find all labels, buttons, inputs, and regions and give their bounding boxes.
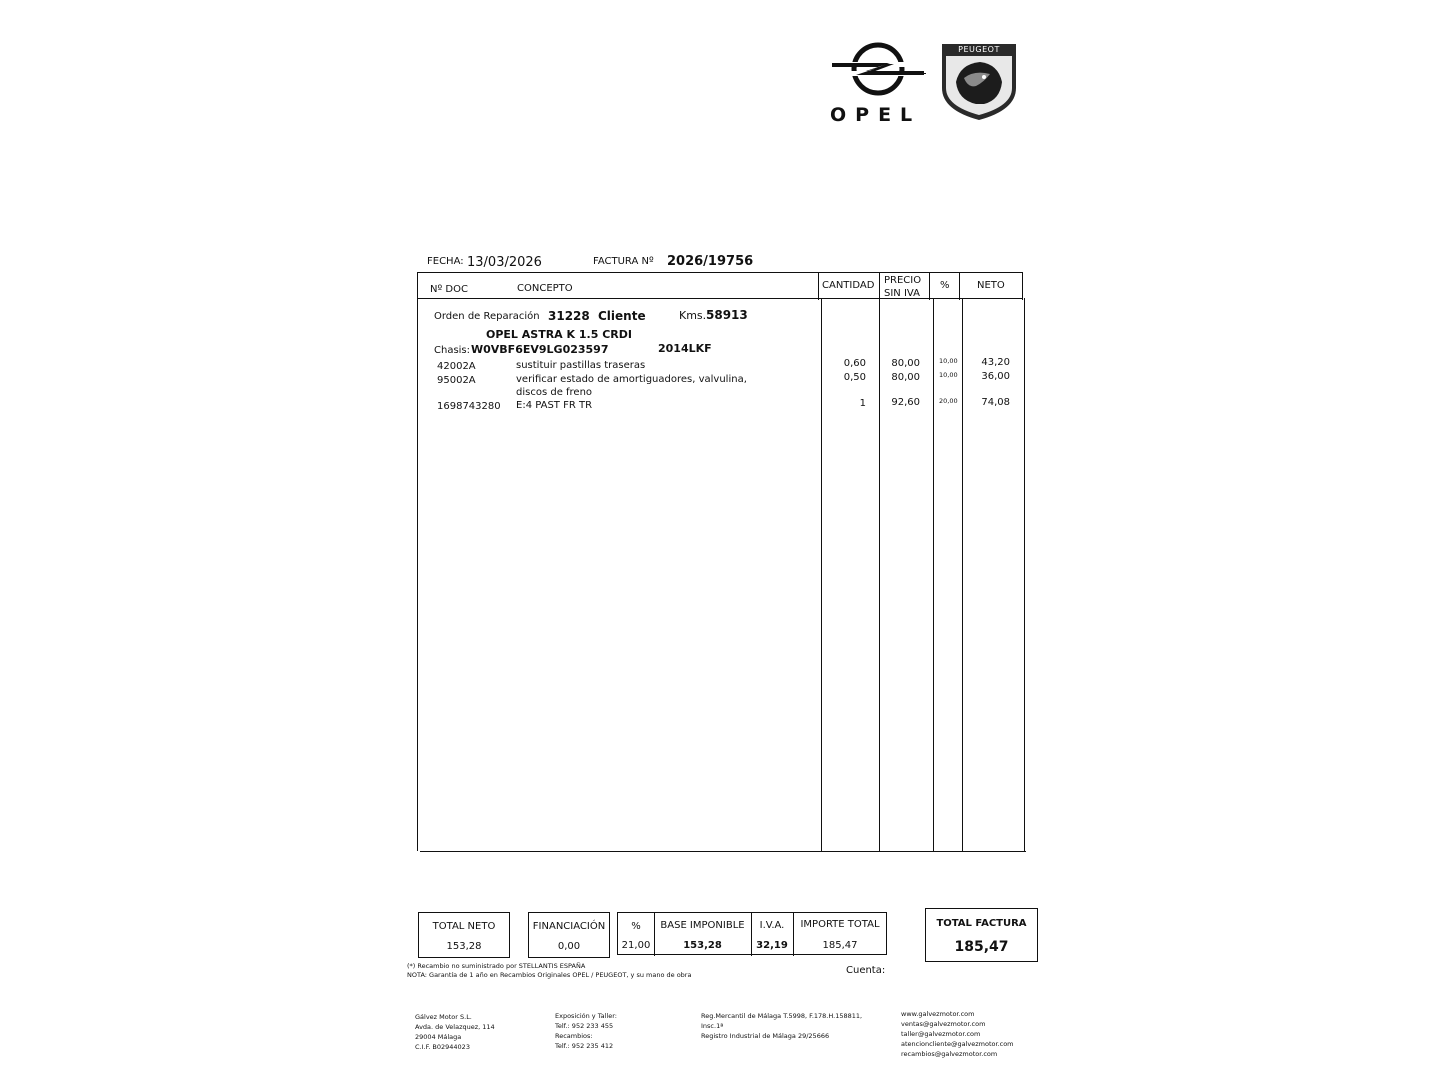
peugeot-logo xyxy=(940,42,1018,122)
financiacion-value: 0,00 xyxy=(557,941,581,952)
peugeot-wordmark: PEUGEOT xyxy=(958,45,1000,54)
opel-wordmark: OPEL xyxy=(830,104,922,126)
financiacion-label: FINANCIACIÓN xyxy=(532,921,606,932)
total-neto-box xyxy=(418,912,510,958)
footer-company: Gálvez Motor S.L. Avda. de Velazquez, 114 29004 Málaga C.I.F. B02944023 xyxy=(415,1013,495,1051)
tax-summary-box xyxy=(617,912,887,955)
orden-value: 31228 xyxy=(548,309,590,323)
row-neto: 36,00 xyxy=(981,371,1010,382)
factura-label: FACTURA Nº xyxy=(593,256,654,267)
row-cantidad: 0,60 xyxy=(843,358,866,369)
footer-web: www.galvezmotor.com ventas@galvezmotor.com taller@galvezmotor.com atencioncliente@galvezmotor.com recambios@galvezmotor.com xyxy=(901,1010,1014,1058)
chasis-label: Chasis: xyxy=(434,345,471,356)
pct-label: % xyxy=(631,921,641,932)
col-header-doc: Nº DOC xyxy=(430,284,468,295)
license-plate: 2014LKF xyxy=(658,342,712,355)
orden-label: Orden de Reparación xyxy=(434,311,540,322)
row-pct: 10,00 xyxy=(939,371,958,379)
total-factura-label: TOTAL FACTURA xyxy=(936,918,1027,929)
note-recambio: (*) Recambio no suministrado por STELLANTIS ESPAÑA xyxy=(407,962,586,970)
chasis-value: W0VBF6EV9LG023597 xyxy=(471,343,609,356)
cuenta-label: Cuenta: xyxy=(846,965,886,976)
total-factura-value: 185,47 xyxy=(954,939,1009,955)
pct-value: 21,00 xyxy=(621,940,651,951)
footer-contact: Exposición y Taller: Telf.: 952 233 455 Recambios: Telf.: 952 235 412 xyxy=(555,1012,617,1050)
row-cantidad: 0,50 xyxy=(843,372,866,383)
peugeot-lion-icon xyxy=(940,42,1018,122)
total-factura-box xyxy=(925,908,1038,962)
col-header-precio: PRECIO SIN IVA xyxy=(884,275,922,299)
total-neto-value: 153,28 xyxy=(446,941,482,952)
footer-registry: Reg.Mercantil de Málaga T.5998, F.178.H.158811, Insc.1ª Registro Industrial de Málaga 29/25666 xyxy=(701,1012,863,1040)
iva-label: I.V.A. xyxy=(759,920,785,931)
base-imponible-value: 153,28 xyxy=(683,940,722,951)
financiacion-box xyxy=(528,912,610,958)
fecha-value: 13/03/2026 xyxy=(467,255,542,270)
base-imponible-label: BASE IMPONIBLE xyxy=(660,920,745,931)
opel-bolt-icon xyxy=(826,38,930,100)
row-concepto-cont: discos de freno xyxy=(516,387,593,398)
kms-label: Kms. xyxy=(679,309,707,322)
fecha-label: FECHA: xyxy=(427,256,464,267)
row-doc: 42002A xyxy=(437,361,476,372)
cliente-label: Cliente xyxy=(598,309,646,323)
factura-number: 2026/19756 xyxy=(667,254,754,269)
row-concepto: E:4 PAST FR TR xyxy=(516,400,593,411)
row-precio: 80,00 xyxy=(891,372,920,383)
col-header-cantidad: CANTIDAD xyxy=(822,280,875,291)
row-pct: 20,00 xyxy=(939,397,958,405)
total-neto-label: TOTAL NETO xyxy=(432,921,496,932)
importe-total-value: 185,47 xyxy=(822,940,858,951)
row-neto: 43,20 xyxy=(981,357,1010,368)
col-header-pct: % xyxy=(940,280,950,291)
note-garantia: NOTA: Garantía de 1 año en Recambios Originales OPEL / PEUGEOT, y su mano de obra xyxy=(407,971,692,979)
importe-total-label: IMPORTE TOTAL xyxy=(800,919,880,930)
kms-value: 58913 xyxy=(706,308,748,322)
row-precio: 80,00 xyxy=(891,358,920,369)
row-pct: 10,00 xyxy=(939,357,958,365)
col-header-concepto: CONCEPTO xyxy=(517,283,573,294)
row-doc: 1698743280 xyxy=(437,401,501,412)
row-neto: 74,08 xyxy=(981,397,1010,408)
row-concepto: sustituir pastillas traseras xyxy=(516,360,646,371)
row-cantidad: 1 xyxy=(859,398,866,409)
iva-value: 32,19 xyxy=(756,940,788,951)
row-precio: 92,60 xyxy=(891,397,920,408)
vehicle-model: OPEL ASTRA K 1.5 CRDI xyxy=(486,328,632,341)
opel-logo xyxy=(826,38,930,126)
col-header-neto: NETO xyxy=(977,280,1005,291)
row-doc: 95002A xyxy=(437,375,476,386)
row-concepto: verificar estado de amortiguadores, valvulina, xyxy=(516,374,747,385)
